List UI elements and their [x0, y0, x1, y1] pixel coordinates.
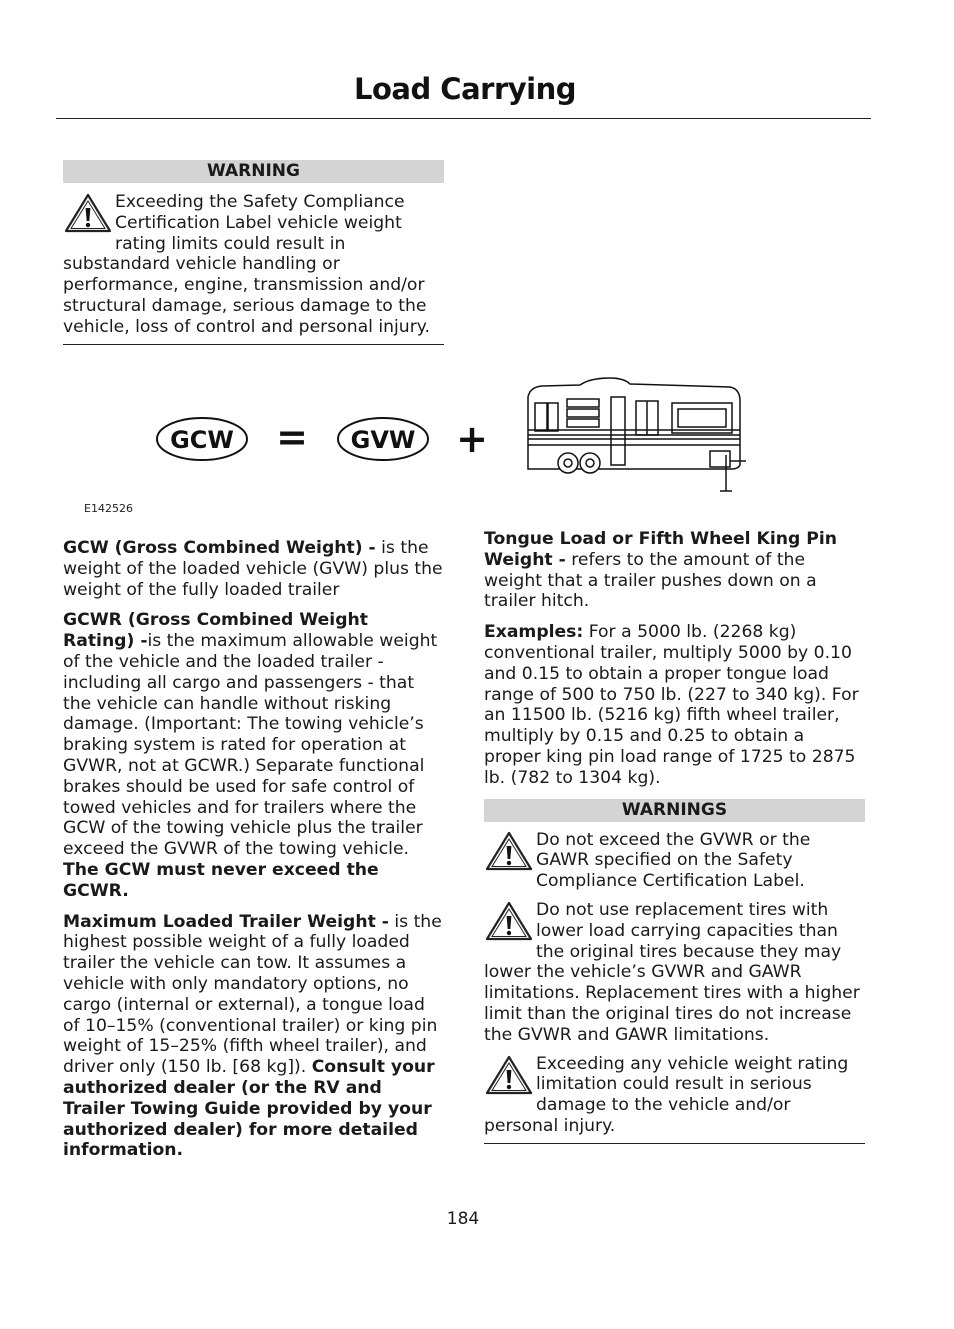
mltw-emphasis: Consult your authorized dealer (or the RV and Trailer Towing Guide provided by your authorized dealer) for more detailed information.: [63, 1057, 435, 1161]
travel-trailer-illustration: [528, 378, 746, 491]
mltw-definition: [63, 912, 444, 1162]
warning-text: Do not use replacement tires with lower load carrying capacities than the original tires because they may lower the vehicle’s GVWR and GAWR limitations. Replacement tires with a higher limit than the original tires do not increase the GVWR and GAWR limitations.: [484, 899, 860, 1045]
warning-item: [63, 192, 444, 338]
tongue-term: Tongue Load or Fifth Wheel King Pin Weight -: [484, 529, 837, 570]
warnings-header: WARNINGS: [484, 799, 865, 822]
svg-text:GVW: GVW: [350, 426, 416, 454]
equals-sign: =: [276, 415, 308, 459]
examples-paragraph: [484, 622, 865, 788]
warning-box: [63, 160, 444, 345]
svg-text:GCW: GCW: [170, 426, 234, 454]
tongue-definition: [484, 529, 865, 612]
warnings-end-rule: [484, 1137, 865, 1144]
gcw-label: [157, 418, 247, 460]
gcwr-definition: [63, 610, 444, 901]
warning-text: Do not exceed the GVWR or the GAWR specified on the Safety Compliance Certification Label.: [536, 829, 811, 892]
figure-id: E142526: [84, 502, 133, 515]
examples-term: Examples:: [484, 622, 584, 643]
gcw-term: GCW (Gross Combined Weight) -: [63, 538, 376, 558]
plus-sign: +: [456, 417, 488, 461]
gcwr-text: is the maximum allowable weight of the vehicle and the loaded trailer -including all cargo and passengers - that the vehicle can handle without risking damage. (Important: The towing vehicle’s braking system is rated for operation at GVWR, not at GCWR.) Separate functional brakes should be used for safe control of towed vehicles and for trailers where the GCW of the towing vehicle plus the trailer exceed the GVWR of the towing vehicle.: [63, 631, 438, 860]
mltw-text: is the highest possible weight of a fully loaded trailer the vehicle can tow. It assumes a vehicle with only mandatory options, no cargo (internal or external), a tongue load of 10–15% (conventional trailer) or king pin weight of 15–25% (fifth wheel trailer), and driver only (150 lb. [68 kg]).: [63, 911, 442, 1078]
gcw-definition: [63, 538, 444, 600]
gcw-text: is the weight of the loaded vehicle (GVW) plus the weight of the fully loaded trailer: [63, 538, 443, 600]
warning-triangle-icon: [484, 900, 534, 942]
mltw-term: Maximum Loaded Trailer Weight -: [63, 911, 389, 932]
examples-text: For a 5000 lb. (2268 kg) conventional trailer, multiply 5000 by 0.10 and 0.15 to obtain a proper tongue load range of 500 to 750 lb. (227 to 340 kg). For an 11500 lb. (5216 kg) fifth wheel trailer, multiply by 0.15 and 0.25 to obtain a proper king pin load range of 1725 to 2875 lb. (782 to 1304 kg).: [484, 622, 859, 788]
warning-triangle-icon: [484, 1054, 534, 1096]
gcw-diagram: [150, 375, 750, 495]
gcwr-emphasis: The GCW must never exceed the GCWR.: [63, 859, 379, 901]
title-divider: [56, 118, 871, 119]
tongue-text: refers to the amount of the weight that a trailer pushes down on a trailer hitch.: [484, 549, 817, 612]
page-title: Load Carrying: [353, 72, 577, 106]
page-number: 184: [446, 1209, 480, 1229]
warning-triangle-icon: [63, 192, 113, 234]
warning-item: [484, 900, 865, 1046]
left-column: [63, 538, 444, 1171]
warning-item: [484, 1054, 865, 1137]
warning-text: Exceeding any vehicle weight rating limitation could result in serious damage to the vehicle and/or personal injury.: [484, 1053, 849, 1136]
gcwr-term: GCWR (Gross Combined Weight Rating) -: [63, 610, 368, 652]
gvw-label: [338, 418, 428, 460]
warning-item: [484, 830, 865, 892]
warning-text: Exceeding the Safety Compliance Certification Label vehicle weight rating limits could result in substandard vehicle handling or performance, engine, transmission and/or structural damage, serious damage to the vehicle, loss of control and personal injury.: [63, 192, 430, 337]
warning-triangle-icon: [484, 830, 534, 872]
warning-header: WARNING: [63, 160, 444, 183]
warning-end-rule: [63, 338, 444, 345]
right-column: [484, 529, 865, 1144]
